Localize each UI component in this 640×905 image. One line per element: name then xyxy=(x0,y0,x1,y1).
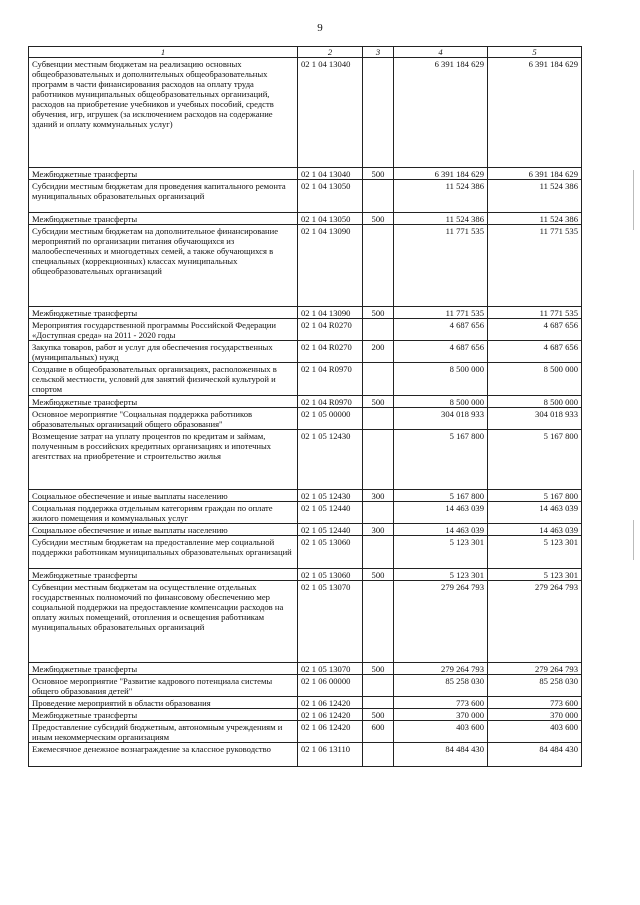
row-name: Субвенции местным бюджетам на реализацию основных общеобразовательных и дополнительных общеобразовательных программ в части финансирования расходов на оплату труда работников муниципальных общеобразовательных организаций, расходов на приобретение учебников и учебных пособий, средств обучения, игр, игрушек (за исключением расходов на содержание зданий и оплату коммунальных услуг) xyxy=(29,58,298,168)
row-code: 02 1 04 13090 xyxy=(298,225,363,307)
table-row xyxy=(29,213,582,225)
row-name: Субсидии местным бюджетам для проведения капитального ремонта муниципальных образовательных организаций xyxy=(29,180,298,213)
row-code: 02 1 04 13040 xyxy=(298,168,363,180)
row-name: Межбюджетные трансферты xyxy=(29,213,298,225)
row-code: 02 1 05 12440 xyxy=(298,502,363,524)
row-name: Субвенции местным бюджетам на осуществление отдельных государственных полномочий по финансовому обеспечению мер социальной поддержки на предоставление компенсации расходов на оплату жилых помещений, отопления и освещения работникам муниципальных образовательных организаций xyxy=(29,581,298,663)
row-expense-type: 500 xyxy=(363,569,394,581)
row-amount-col4: 279 264 793 xyxy=(394,663,488,675)
table-row xyxy=(29,490,582,502)
row-expense-type: 500 xyxy=(363,307,394,319)
row-amount-col5: 279 264 793 xyxy=(488,581,582,663)
row-amount-col4: 8 500 000 xyxy=(394,363,488,396)
row-amount-col4: 773 600 xyxy=(394,697,488,709)
column-header: 5 xyxy=(488,47,582,58)
row-name: Субсидии местным бюджетам на предоставление мер социальной поддержки работникам муниципальных образовательных организаций xyxy=(29,536,298,569)
row-code: 02 1 04 R0970 xyxy=(298,396,363,408)
table-row xyxy=(29,569,582,581)
row-amount-col5: 6 391 184 629 xyxy=(488,58,582,168)
row-name: Мероприятия государственной программы Российской Федерации «Доступная среда» на 2011 - 2020 годы xyxy=(29,319,298,341)
table-row xyxy=(29,341,582,363)
row-code: 02 1 06 12420 xyxy=(298,709,363,721)
row-code: 02 1 04 R0270 xyxy=(298,319,363,341)
row-expense-type xyxy=(363,58,394,168)
row-amount-col4: 5 123 301 xyxy=(394,536,488,569)
row-expense-type xyxy=(363,743,394,767)
table-row xyxy=(29,363,582,396)
column-header: 2 xyxy=(298,47,363,58)
row-amount-col5: 8 500 000 xyxy=(488,363,582,396)
row-expense-type: 600 xyxy=(363,721,394,743)
row-amount-col5: 11 524 386 xyxy=(488,180,582,213)
row-amount-col5: 5 123 301 xyxy=(488,536,582,569)
row-amount-col5: 304 018 933 xyxy=(488,408,582,430)
table-row xyxy=(29,663,582,675)
row-code: 02 1 05 13070 xyxy=(298,663,363,675)
row-code: 02 1 06 13110 xyxy=(298,743,363,767)
column-header: 1 xyxy=(29,47,298,58)
margin-line xyxy=(633,170,634,230)
row-name: Основное мероприятие "Развитие кадрового потенциала системы общего образования детей" xyxy=(29,675,298,697)
row-expense-type: 500 xyxy=(363,396,394,408)
row-amount-col4: 11 524 386 xyxy=(394,180,488,213)
row-code: 02 1 04 13050 xyxy=(298,213,363,225)
table-row xyxy=(29,743,582,767)
row-expense-type xyxy=(363,502,394,524)
row-amount-col4: 85 258 030 xyxy=(394,675,488,697)
row-code: 02 1 05 00000 xyxy=(298,408,363,430)
row-name: Межбюджетные трансферты xyxy=(29,396,298,408)
table-row xyxy=(29,430,582,490)
row-name: Социальное обеспечение и иные выплаты населению xyxy=(29,490,298,502)
row-expense-type: 300 xyxy=(363,490,394,502)
column-header: 3 xyxy=(363,47,394,58)
table-row xyxy=(29,319,582,341)
table-row xyxy=(29,697,582,709)
row-code: 02 1 04 13050 xyxy=(298,180,363,213)
row-expense-type: 500 xyxy=(363,213,394,225)
table-row xyxy=(29,307,582,319)
row-amount-col4: 5 167 800 xyxy=(394,430,488,490)
row-amount-col4: 8 500 000 xyxy=(394,396,488,408)
row-code: 02 1 04 13090 xyxy=(298,307,363,319)
row-expense-type: 500 xyxy=(363,663,394,675)
row-amount-col4: 304 018 933 xyxy=(394,408,488,430)
row-expense-type xyxy=(363,430,394,490)
row-name: Межбюджетные трансферты xyxy=(29,307,298,319)
row-amount-col4: 6 391 184 629 xyxy=(394,168,488,180)
row-amount-col4: 279 264 793 xyxy=(394,581,488,663)
row-amount-col4: 11 771 535 xyxy=(394,307,488,319)
row-expense-type xyxy=(363,536,394,569)
table-row xyxy=(29,524,582,536)
row-expense-type xyxy=(363,225,394,307)
row-code: 02 1 04 R0970 xyxy=(298,363,363,396)
row-name: Создание в общеобразовательных организациях, расположенных в сельской местности, условий для занятий физической культурой и спортом xyxy=(29,363,298,396)
row-amount-col4: 14 463 039 xyxy=(394,524,488,536)
row-amount-col4: 11 524 386 xyxy=(394,213,488,225)
row-code: 02 1 05 13070 xyxy=(298,581,363,663)
row-amount-col5: 84 484 430 xyxy=(488,743,582,767)
row-amount-col5: 11 771 535 xyxy=(488,307,582,319)
row-amount-col5: 11 524 386 xyxy=(488,213,582,225)
margin-line xyxy=(633,520,634,560)
table-body xyxy=(29,58,582,767)
row-expense-type xyxy=(363,581,394,663)
row-amount-col5: 5 167 800 xyxy=(488,490,582,502)
table-row xyxy=(29,396,582,408)
row-name: Межбюджетные трансферты xyxy=(29,168,298,180)
row-name: Ежемесячное денежное вознаграждение за классное руководство xyxy=(29,743,298,767)
row-amount-col4: 4 687 656 xyxy=(394,341,488,363)
row-code: 02 1 06 12420 xyxy=(298,721,363,743)
row-name: Межбюджетные трансферты xyxy=(29,569,298,581)
column-header: 4 xyxy=(394,47,488,58)
row-amount-col4: 370 000 xyxy=(394,709,488,721)
table-row xyxy=(29,675,582,697)
row-name: Проведение мероприятий в области образования xyxy=(29,697,298,709)
row-expense-type xyxy=(363,319,394,341)
row-name: Межбюджетные трансферты xyxy=(29,709,298,721)
row-expense-type xyxy=(363,697,394,709)
row-amount-col4: 11 771 535 xyxy=(394,225,488,307)
row-name: Социальное обеспечение и иные выплаты населению xyxy=(29,524,298,536)
row-amount-col4: 403 600 xyxy=(394,721,488,743)
row-expense-type xyxy=(363,675,394,697)
row-code: 02 1 05 12440 xyxy=(298,524,363,536)
row-name: Предоставление субсидий бюджетным, автономным учреждениям и иным некоммерческим организациям xyxy=(29,721,298,743)
row-name: Основное мероприятие "Социальная поддержка работников образовательных организаций общего образования" xyxy=(29,408,298,430)
row-code: 02 1 04 R0270 xyxy=(298,341,363,363)
row-code: 02 1 06 12420 xyxy=(298,697,363,709)
row-amount-col5: 5 123 301 xyxy=(488,569,582,581)
row-amount-col5: 403 600 xyxy=(488,721,582,743)
row-name: Закупка товаров, работ и услуг для обеспечения государственных (муниципальных) нужд xyxy=(29,341,298,363)
row-expense-type xyxy=(363,408,394,430)
row-amount-col5: 6 391 184 629 xyxy=(488,168,582,180)
row-amount-col5: 5 167 800 xyxy=(488,430,582,490)
row-code: 02 1 05 13060 xyxy=(298,536,363,569)
row-name: Межбюджетные трансферты xyxy=(29,663,298,675)
row-expense-type: 300 xyxy=(363,524,394,536)
row-code: 02 1 06 00000 xyxy=(298,675,363,697)
row-amount-col5: 370 000 xyxy=(488,709,582,721)
row-expense-type: 500 xyxy=(363,709,394,721)
row-code: 02 1 05 12430 xyxy=(298,490,363,502)
row-expense-type: 500 xyxy=(363,168,394,180)
table-row xyxy=(29,721,582,743)
table-row xyxy=(29,709,582,721)
row-amount-col5: 4 687 656 xyxy=(488,341,582,363)
row-name: Субсидии местным бюджетам на дополнительное финансирование мероприятий по организации питания обучающихся из малообеспеченных и многодетных семей, а также обучающихся в специальных (коррекционных) классах муниципальных общеобразовательных организаций xyxy=(29,225,298,307)
row-amount-col5: 11 771 535 xyxy=(488,225,582,307)
row-code: 02 1 05 12430 xyxy=(298,430,363,490)
page-number: 9 xyxy=(317,22,323,34)
row-code: 02 1 04 13040 xyxy=(298,58,363,168)
column-header-row xyxy=(29,47,582,58)
row-name: Возмещение затрат на уплату процентов по кредитам и займам, полученным в российских кредитных организациях и ипотечных агентствах на приобретение и строительство жилья xyxy=(29,430,298,490)
row-amount-col4: 14 463 039 xyxy=(394,502,488,524)
table-row xyxy=(29,502,582,524)
budget-table xyxy=(28,46,582,767)
row-amount-col4: 84 484 430 xyxy=(394,743,488,767)
row-amount-col4: 6 391 184 629 xyxy=(394,58,488,168)
table-row xyxy=(29,180,582,213)
row-amount-col5: 8 500 000 xyxy=(488,396,582,408)
row-code: 02 1 05 13060 xyxy=(298,569,363,581)
row-amount-col5: 279 264 793 xyxy=(488,663,582,675)
row-name: Социальная поддержка отдельным категориям граждан по оплате жилого помещения и коммунальных услуг xyxy=(29,502,298,524)
row-amount-col5: 773 600 xyxy=(488,697,582,709)
row-amount-col5: 4 687 656 xyxy=(488,319,582,341)
table-row xyxy=(29,408,582,430)
row-amount-col4: 5 167 800 xyxy=(394,490,488,502)
row-amount-col5: 14 463 039 xyxy=(488,524,582,536)
row-amount-col5: 85 258 030 xyxy=(488,675,582,697)
table-row xyxy=(29,581,582,663)
row-amount-col4: 5 123 301 xyxy=(394,569,488,581)
row-expense-type xyxy=(363,180,394,213)
row-amount-col5: 14 463 039 xyxy=(488,502,582,524)
table-row xyxy=(29,58,582,168)
row-amount-col4: 4 687 656 xyxy=(394,319,488,341)
row-expense-type: 200 xyxy=(363,341,394,363)
table-row xyxy=(29,168,582,180)
table-row xyxy=(29,225,582,307)
table-row xyxy=(29,536,582,569)
row-expense-type xyxy=(363,363,394,396)
